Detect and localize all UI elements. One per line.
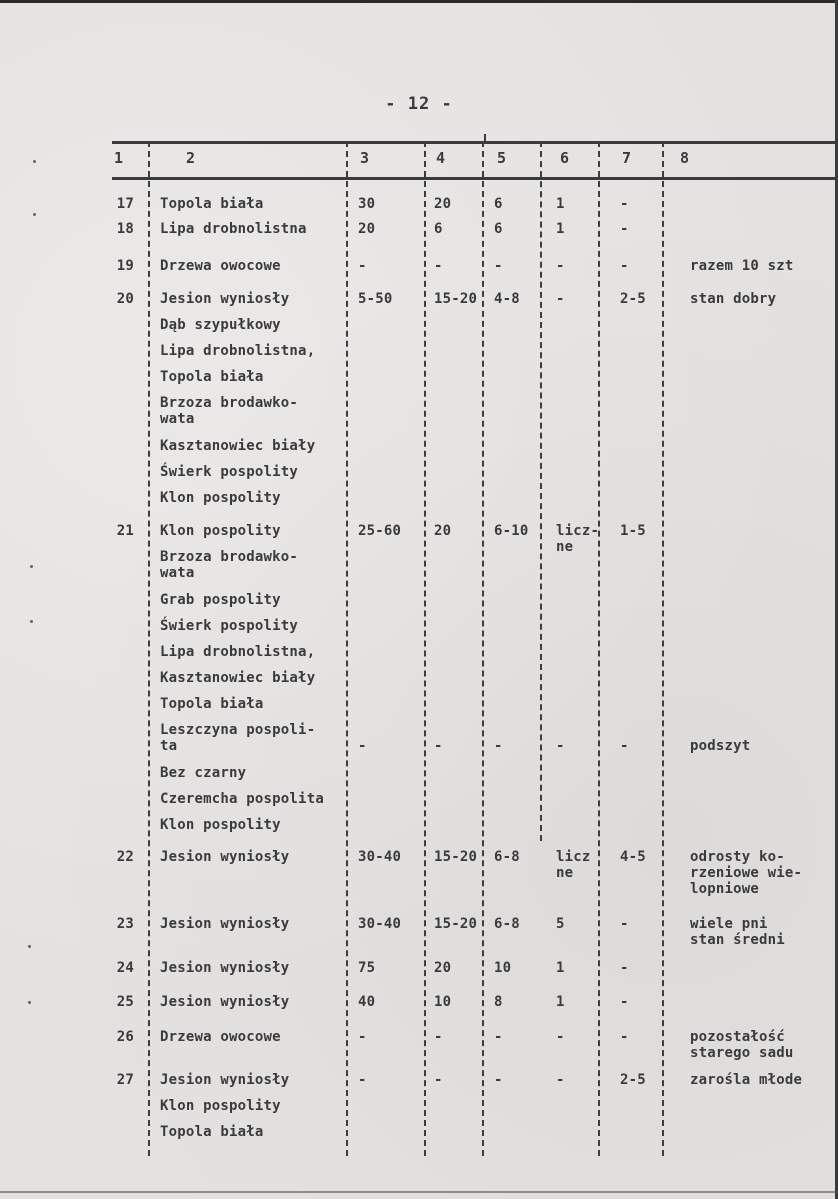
cell-c8: odrosty ko- rzeniowe wie- lopniowe [690, 849, 803, 897]
cell-c5: - [494, 1029, 503, 1045]
species-name: Czeremcha pospolita [160, 791, 324, 807]
species-name: Dąb szypułkowy [160, 317, 281, 333]
cell-c7: 2-5 [620, 1072, 646, 1088]
cell-c3: 25-60 [358, 523, 402, 539]
cell-c4: 15-20 [434, 849, 478, 865]
cell-c4: - [434, 1029, 443, 1045]
cell-c6: 5 [556, 916, 565, 932]
cell-c3: 75 [358, 960, 376, 976]
species-name: Klon pospolity [160, 523, 281, 539]
column-divider-5a [540, 141, 542, 841]
cell-c3: 30-40 [358, 916, 402, 932]
cell-c7: 4-5 [620, 849, 646, 865]
column-divider-6 [598, 141, 600, 1156]
cell-c7: - [620, 994, 629, 1010]
cell-c4: 10 [434, 994, 452, 1010]
cell-c5: 6-10 [494, 523, 529, 539]
cell-c7: - [620, 196, 629, 212]
species-name: Lipa drobnolistna [160, 221, 307, 237]
cell-c3: 30 [358, 196, 376, 212]
column-divider-3 [424, 141, 426, 1156]
species-name: Leszczyna pospoli- ta [160, 722, 316, 754]
header-col-2: 2 [186, 149, 196, 167]
cell-c6: - [556, 1029, 565, 1045]
cell-c3: 5-50 [358, 291, 393, 307]
cell-c5: 6-8 [494, 849, 520, 865]
cell-c4: 15-20 [434, 291, 478, 307]
cell-c7: - [620, 738, 629, 754]
cell-c8: podszyt [690, 738, 751, 754]
scan-edge-bottom [0, 1191, 838, 1193]
header-col-6: 6 [560, 149, 570, 167]
cell-c4: 20 [434, 960, 452, 976]
species-name: Kasztanowiec biały [160, 670, 316, 686]
table-top-rule [112, 141, 836, 144]
margin-dot [33, 160, 36, 163]
cell-c6: licz- ne [556, 523, 600, 555]
cell-c3: - [358, 258, 367, 274]
cell-c8: razem 10 szt [690, 258, 794, 274]
species-name: Jesion wyniosły [160, 1072, 290, 1088]
cell-c5: 6 [494, 196, 503, 212]
cell-c6: 1 [556, 960, 565, 976]
header-col-8: 8 [680, 149, 690, 167]
cell-c4: 6 [434, 221, 443, 237]
cell-c7: - [620, 1029, 629, 1045]
species-name: Brzoza brodawko- wata [160, 395, 299, 427]
cell-c5: 6-8 [494, 916, 520, 932]
row-number: 25 [116, 994, 134, 1010]
column-divider-7 [662, 141, 664, 1156]
tick-mark [484, 134, 486, 144]
cell-c5: 6 [494, 221, 503, 237]
header-col-1: 1 [114, 149, 124, 167]
species-name: Klon pospolity [160, 817, 281, 833]
cell-c6: 1 [556, 994, 565, 1010]
cell-c5: 8 [494, 994, 503, 1010]
margin-dot [33, 213, 36, 216]
cell-c3: 20 [358, 221, 376, 237]
cell-c6: - [556, 258, 565, 274]
species-name: Topola biała [160, 696, 264, 712]
cell-c3: - [358, 738, 367, 754]
species-name: Bez czarny [160, 765, 247, 781]
species-name: Drzewa owocowe [160, 1029, 281, 1045]
row-number: 20 [116, 291, 134, 307]
cell-c8: stan dobry [690, 291, 777, 307]
cell-c5: - [494, 258, 503, 274]
cell-c4: - [434, 738, 443, 754]
row-number: 21 [116, 523, 134, 539]
row-number: 27 [116, 1072, 134, 1088]
cell-c6: licz ne [556, 849, 591, 881]
species-name: Jesion wyniosły [160, 916, 290, 932]
cell-c7: - [620, 960, 629, 976]
header-col-5: 5 [497, 149, 507, 167]
species-name: Drzewa owocowe [160, 258, 281, 274]
species-name: Topola biała [160, 1124, 264, 1140]
species-name: Klon pospolity [160, 1098, 281, 1114]
header-col-4: 4 [436, 149, 446, 167]
species-name: Brzoza brodawko- wata [160, 549, 299, 581]
cell-c5: - [494, 738, 503, 754]
cell-c5: 10 [494, 960, 512, 976]
species-name: Jesion wyniosły [160, 849, 290, 865]
row-number: 18 [116, 221, 134, 237]
row-number: 17 [116, 196, 134, 212]
cell-c6: 1 [556, 221, 565, 237]
cell-c6: - [556, 1072, 565, 1088]
row-number: 19 [116, 258, 134, 274]
species-name: Jesion wyniosły [160, 960, 290, 976]
margin-dot [30, 565, 33, 568]
column-divider-1 [148, 141, 150, 1156]
column-divider-2 [346, 141, 348, 1156]
cell-c3: 40 [358, 994, 376, 1010]
cell-c8: pozostałość starego sadu [690, 1029, 794, 1061]
cell-c8: wiele pni stan średni [690, 916, 785, 948]
row-number: 24 [116, 960, 134, 976]
margin-dot [28, 945, 31, 948]
header-col-7: 7 [622, 149, 632, 167]
cell-c5: - [494, 1072, 503, 1088]
species-name: Grab pospolity [160, 592, 281, 608]
cell-c3: - [358, 1072, 367, 1088]
species-name: Lipa drobnolistna, [160, 343, 316, 359]
species-name: Jesion wyniosły [160, 291, 290, 307]
species-name: Lipa drobnolistna, [160, 644, 316, 660]
cell-c4: - [434, 1072, 443, 1088]
margin-dot [28, 1001, 31, 1004]
cell-c6: 1 [556, 196, 565, 212]
cell-c8: zarośla młode [690, 1072, 803, 1088]
column-divider-4 [482, 141, 484, 1156]
header-bottom-rule [112, 177, 836, 180]
row-number: 22 [116, 849, 134, 865]
species-name: Kasztanowiec biały [160, 438, 316, 454]
cell-c3: 30-40 [358, 849, 402, 865]
species-name: Topola biała [160, 369, 264, 385]
cell-c4: 15-20 [434, 916, 478, 932]
cell-c7: 2-5 [620, 291, 646, 307]
cell-c5: 4-8 [494, 291, 520, 307]
cell-c4: - [434, 258, 443, 274]
cell-c6: - [556, 291, 565, 307]
cell-c4: 20 [434, 196, 452, 212]
page-number: - 12 - [385, 94, 453, 114]
cell-c7: - [620, 221, 629, 237]
margin-dot [30, 620, 33, 623]
species-name: Topola biała [160, 196, 264, 212]
row-number: 26 [116, 1029, 134, 1045]
row-number: 23 [116, 916, 134, 932]
scan-edge-top [0, 0, 838, 3]
species-name: Klon pospolity [160, 490, 281, 506]
cell-c4: 20 [434, 523, 452, 539]
species-name: Świerk pospolity [160, 618, 299, 634]
header-col-3: 3 [360, 149, 370, 167]
cell-c7: - [620, 258, 629, 274]
species-name: Świerk pospolity [160, 464, 299, 480]
cell-c6: - [556, 738, 565, 754]
cell-c7: - [620, 916, 629, 932]
cell-c3: - [358, 1029, 367, 1045]
species-name: Jesion wyniosły [160, 994, 290, 1010]
cell-c7: 1-5 [620, 523, 646, 539]
